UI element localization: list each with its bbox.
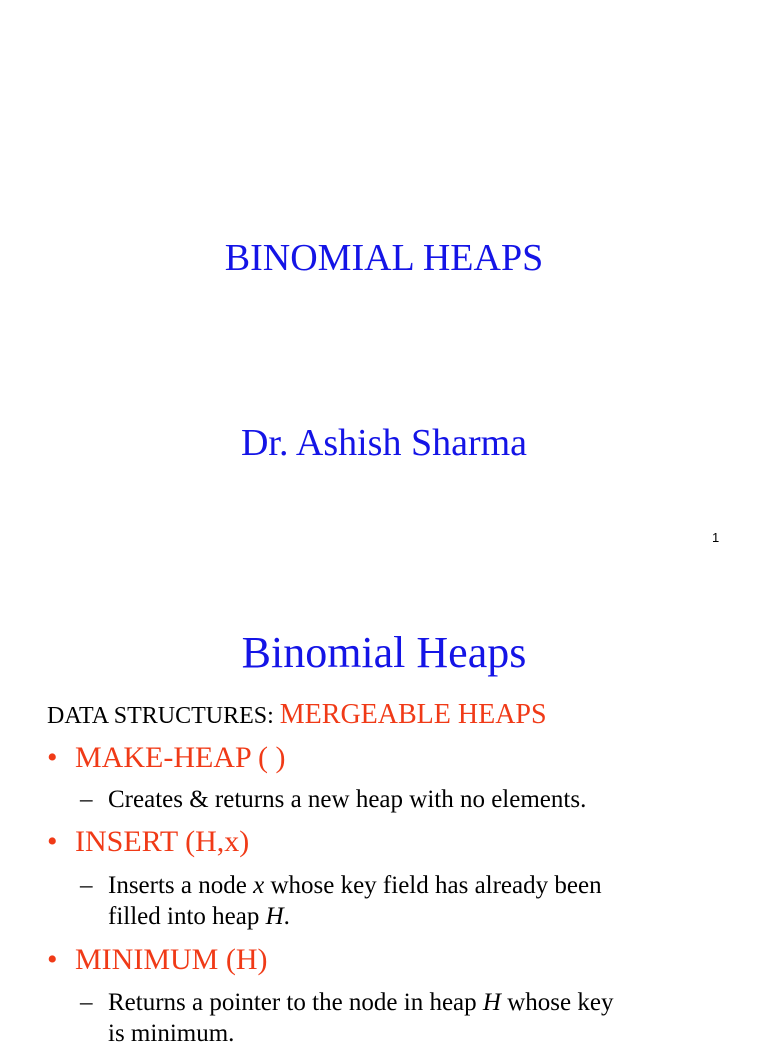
data-structures-label: DATA STRUCTURES: — [47, 703, 280, 729]
description-text: Inserts a node — [108, 872, 254, 899]
mergeable-heaps-label: MERGEABLE HEAPS — [279, 699, 547, 730]
data-structures-heading — [47, 700, 547, 731]
operation-name: MINIMUM (H) — [75, 943, 268, 976]
slide-title: BINOMIAL HEAPS — [224, 237, 544, 279]
bullet-make-heap — [47, 740, 286, 776]
make-heap-description — [80, 784, 740, 815]
slide-title: Binomial Heaps — [241, 628, 527, 677]
description-text: is minimum. — [108, 1020, 235, 1047]
description-line — [80, 901, 740, 932]
insert-description — [80, 870, 740, 932]
description-text: whose key field has already been — [264, 872, 602, 899]
dash-icon: – — [80, 872, 93, 899]
dash-icon: – — [80, 786, 93, 813]
content-slide — [0, 576, 768, 1047]
page-number: 1 — [712, 530, 720, 545]
operation-name: MAKE-HEAP ( ) — [75, 741, 286, 774]
bullet-icon: • — [47, 741, 58, 774]
bullet-insert — [47, 824, 249, 860]
description-text: filled into heap — [108, 903, 266, 930]
variable-h: H — [265, 903, 284, 930]
description-line — [80, 870, 740, 901]
author-name: Dr. Ashish Sharma — [240, 422, 528, 464]
description-line — [80, 1018, 740, 1049]
dash-icon: – — [80, 989, 93, 1016]
description-text: whose key — [500, 989, 614, 1016]
variable-x: x — [253, 872, 265, 899]
variable-h: H — [482, 989, 501, 1016]
operation-name: INSERT (H,x) — [75, 825, 250, 858]
bullet-icon: • — [47, 943, 58, 976]
bullet-minimum — [47, 942, 267, 978]
bullet-icon: • — [47, 825, 58, 858]
description-text: Returns a pointer to the node in heap — [108, 989, 483, 1016]
description-line — [80, 987, 740, 1018]
description-text: . — [283, 903, 290, 930]
description-text: Creates & returns a new heap with no elements. — [108, 786, 587, 813]
minimum-description — [80, 987, 740, 1049]
